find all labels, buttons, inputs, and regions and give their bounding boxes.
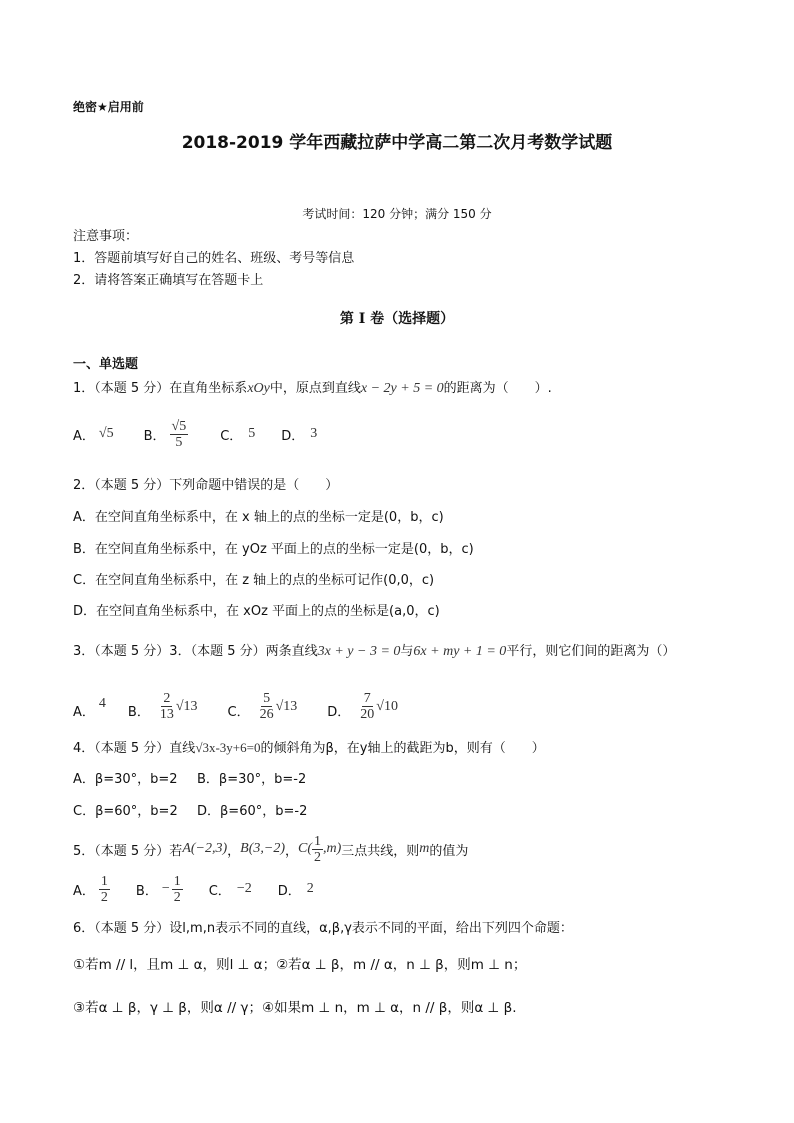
- q4-option-b: B．β=30°，b=-2: [197, 772, 307, 787]
- exam-info: 考试时间：120 分钟；满分 150 分: [302, 207, 492, 221]
- q3-line-1: 3x + y − 3 = 0: [317, 644, 401, 659]
- option-label: B．: [135, 883, 158, 899]
- option-label: B．: [127, 705, 150, 720]
- q3-prefix: 3．（本题 5 分）3．（本题 5 分）两条直线: [73, 644, 318, 659]
- page-title: 2018-2019 学年西藏拉萨中学高二第二次月考数学试题: [181, 133, 613, 153]
- confidential-mark: 绝密★启用前: [73, 100, 144, 114]
- option-label: C．: [208, 883, 231, 899]
- fraction-numerator: 1: [314, 833, 321, 849]
- q5-option-c: −2: [236, 881, 252, 896]
- radical: √13: [175, 698, 198, 714]
- q4-option-d: D．β=60°，b=-2: [197, 804, 308, 819]
- option-label: A．: [73, 705, 95, 720]
- q1-option-c: 5: [248, 426, 256, 441]
- fraction-numerator: √5: [171, 418, 187, 434]
- q2-option-b: B．在空间直角坐标系中，在 yOz 平面上的点的坐标一定是(0，b，c): [73, 542, 474, 557]
- q6-propositions-line-2: ③若α ⊥ β，γ ⊥ β，则α // γ；④如果m ⊥ n，m ⊥ α，n // β，则α ⊥ β.: [73, 1000, 517, 1016]
- q5-point-c-end: ,m): [323, 841, 342, 856]
- option-label: A．: [73, 883, 95, 899]
- fraction-numerator: 1: [100, 873, 108, 889]
- separator: ，: [227, 843, 241, 859]
- q3-line-2: 6x + my + 1 = 0: [413, 644, 507, 659]
- question-3-stem: [73, 640, 675, 660]
- radical: √10: [376, 698, 398, 714]
- q3-option-a: 4: [98, 696, 106, 711]
- q2-option-d: D．在空间直角坐标系中，在 xOz 平面上的点的坐标是(a,0，c): [73, 604, 440, 619]
- fraction-numerator: 1: [173, 873, 181, 889]
- q6-propositions-line-1: ①若m // l，且m ⊥ α，则l ⊥ α；②若α ⊥ β，m // α，n ⊥ β，则m ⊥ n；: [73, 957, 527, 973]
- q1-option-d: 3: [310, 426, 318, 441]
- fraction-denominator: 2: [100, 889, 108, 905]
- q2-option-c: C．在空间直角坐标系中，在 z 轴上的点的坐标可记作(0,0，c): [73, 573, 435, 588]
- q1-prefix: 1．（本题 5 分）在直角坐标系: [73, 381, 248, 396]
- option-label: D．: [281, 428, 305, 444]
- q4-prefix: 4．（本题 5 分）直线: [73, 741, 196, 756]
- q4-suffix: 的倾斜角为β，在y轴上的截距为b，则有（ ）: [260, 741, 545, 756]
- question-1-stem: [73, 377, 552, 397]
- q5-point-c-fraction: [312, 834, 323, 865]
- q5-option-a: [99, 874, 110, 905]
- notes-item: 2．请将答案正确填写在答题卡上: [73, 273, 264, 288]
- q5-variable-m: m: [419, 841, 430, 856]
- question-4-stem: [73, 737, 545, 756]
- fraction-denominator: 20: [360, 707, 375, 722]
- q3-suffix: 平行，则它们间的距离为（）: [506, 644, 676, 659]
- fraction-numerator: 2: [163, 691, 171, 706]
- option-label: B．: [143, 428, 166, 444]
- q5-point-b: B(3,−2): [240, 841, 285, 856]
- q3-option-c: [258, 691, 298, 722]
- fraction-denominator: 2: [314, 849, 321, 865]
- notes-heading: 注意事项：: [73, 229, 139, 244]
- fraction-numerator: 7: [363, 691, 371, 706]
- question-2-stem: 2．（本题 5 分）下列命题中错误的是（ ）: [73, 478, 339, 493]
- q5-suffix-2: 的值为: [429, 843, 469, 859]
- q1-suffix: 的距离为（ ）.: [443, 381, 552, 396]
- q3-option-d: [358, 691, 398, 722]
- question-5-options: [73, 870, 314, 908]
- q5-prefix: 5．（本题 5 分）若: [73, 843, 183, 859]
- option-label: D．: [277, 883, 301, 899]
- q5-point-c-start: C(: [298, 841, 312, 856]
- volume-title: 第 I 卷（选择题）: [339, 311, 455, 327]
- q1-option-a: √5: [98, 426, 114, 441]
- q1-line-equation: x − 2y + 5 = 0: [360, 381, 444, 396]
- q3-and: 与: [400, 644, 414, 659]
- fraction-numerator: 5: [263, 691, 271, 706]
- question-1-options: [73, 412, 317, 456]
- q5-option-d: 2: [306, 881, 314, 896]
- q1-mid: 中，原点到直线: [269, 381, 361, 396]
- fraction-denominator: 13: [159, 707, 174, 722]
- separator: ，: [284, 843, 298, 859]
- option-label: C．: [220, 428, 243, 444]
- q5-suffix: 三点共线，则: [341, 843, 420, 859]
- option-label: C．: [227, 705, 250, 720]
- q2-option-a: A．在空间直角坐标系中，在 x 轴上的点的坐标一定是(0，b，c): [73, 510, 444, 525]
- question-6-stem: 6．（本题 5 分）设l,m,n表示不同的直线，α,β,γ表示不同的平面，给出下列四个命题：: [73, 921, 573, 936]
- section-title: 一、单选题: [73, 357, 139, 372]
- notes-item: 1．答题前填写好自己的姓名、班级、考号等信息: [73, 251, 355, 266]
- q3-option-b: [158, 691, 198, 722]
- q4-option-a: A．β=30°，b=2: [73, 772, 178, 787]
- fraction-denominator: 5: [175, 434, 183, 450]
- question-5-stem: [73, 832, 468, 866]
- q5-point-a: A(−2,3): [182, 841, 228, 856]
- fraction-denominator: 2: [173, 889, 181, 905]
- fraction-denominator: 26: [259, 707, 274, 722]
- minus-sign: −: [161, 881, 170, 896]
- radical: √13: [275, 698, 298, 714]
- question-3-options: [73, 676, 398, 722]
- q1-option-b: [170, 419, 189, 450]
- q5-option-b: [172, 874, 183, 905]
- q1-coord-system: xOy: [247, 381, 270, 396]
- q4-line-equation: √3x-3y+6=0: [195, 740, 261, 755]
- q4-option-c: C．β=60°，b=2: [73, 804, 178, 819]
- option-label: D．: [327, 705, 351, 720]
- option-label: A．: [73, 428, 95, 444]
